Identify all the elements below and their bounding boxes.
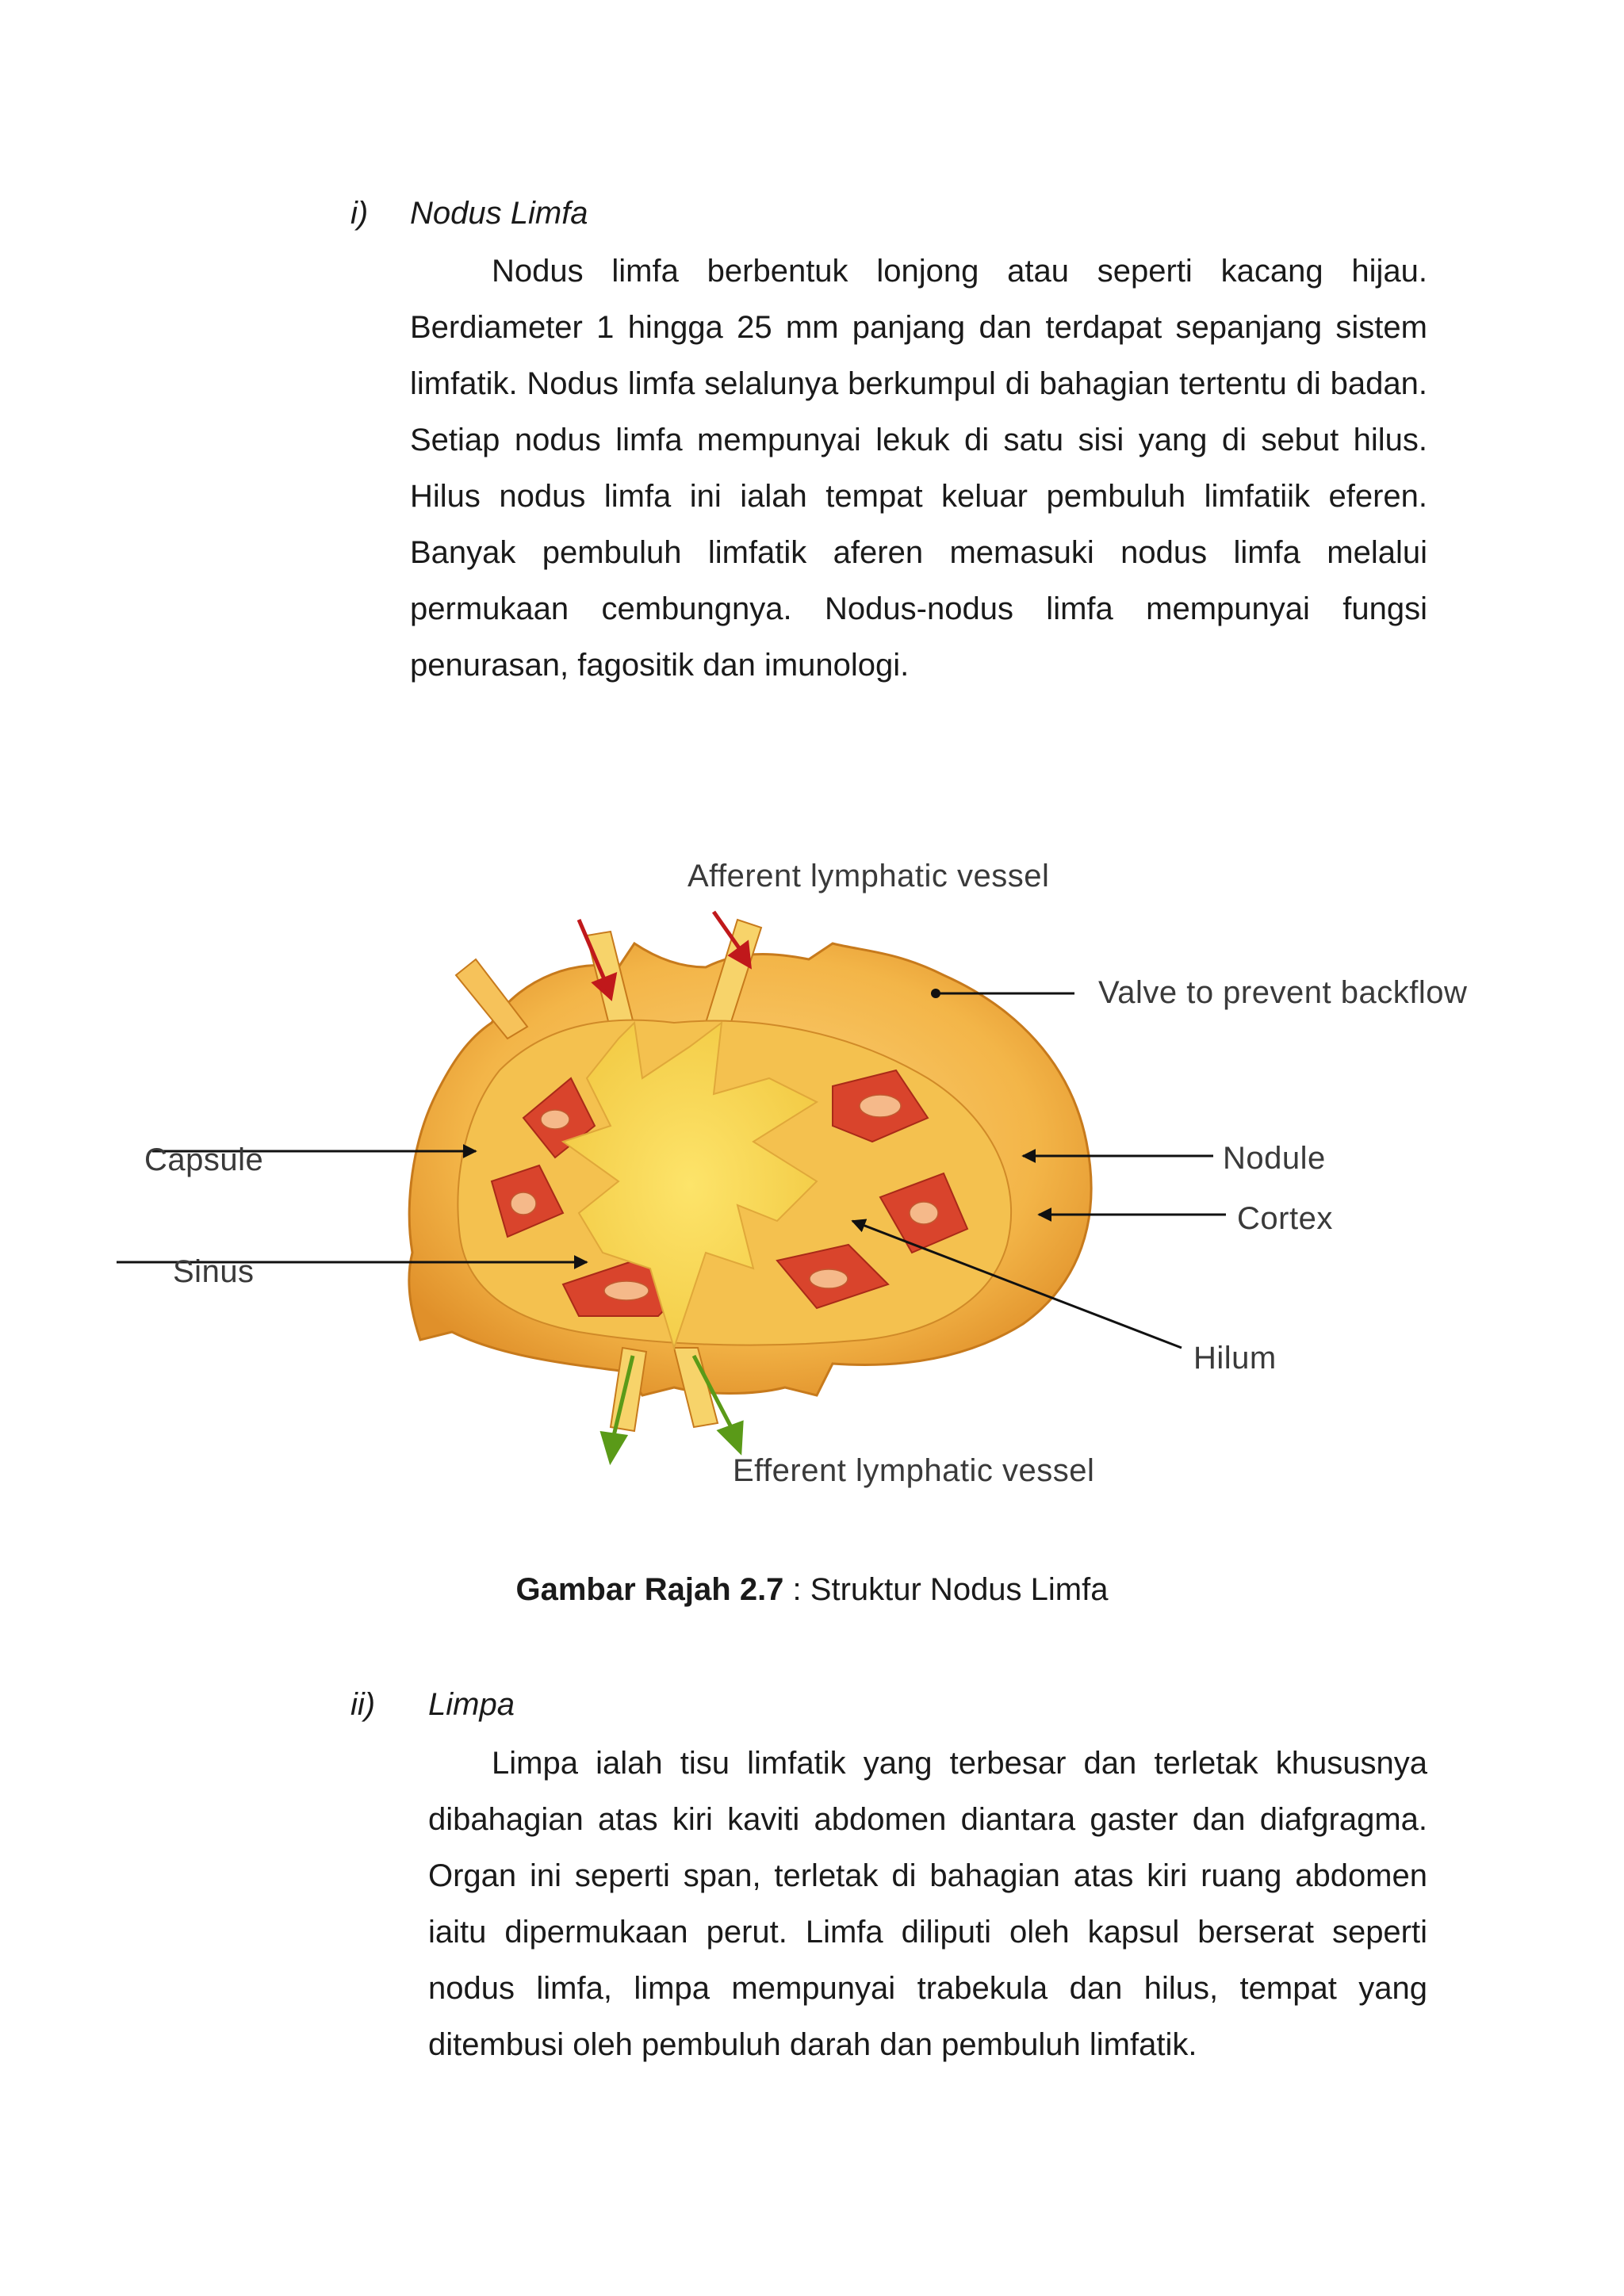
figure-caption <box>0 1572 1624 1608</box>
caption-text: : Struktur Nodus Limfa <box>783 1572 1109 1607</box>
label-cortex: Cortex <box>1237 1201 1333 1236</box>
caption-label: Gambar Rajah 2.7 <box>515 1572 784 1607</box>
label-capsule: Capsule <box>144 1142 264 1177</box>
section-paragraph: Nodus limfa berbentuk lonjong atau seperti kacang hijau. Berdiameter 1 hingga 25 mm panjang dan terdapat sepanjang sistem limfatik. Nodus limfa selalunya berkumpul di bahagian tertentu di badan. Setiap nodus limfa mempunyai lekuk di satu sisi yang di sebut hilus. Hilus nodus limfa ini ialah tempat keluar pembuluh limfatiik eferen. Banyak pembuluh limfatik aferen memasuki nodus limfa melalui permukaan cembungnya. Nodus-nodus limfa mempunyai fungsi penurasan, fagositik dan imunologi. <box>410 254 1427 683</box>
label-afferent: Afferent lymphatic vessel <box>688 859 1050 894</box>
section-title: Limpa <box>428 1687 515 1722</box>
section-title: Nodus Limfa <box>410 196 588 231</box>
label-hilum: Hilum <box>1193 1341 1277 1376</box>
lymph-node-diagram <box>144 840 1468 1522</box>
label-nodule: Nodule <box>1223 1141 1326 1176</box>
label-efferent: Efferent lymphatic vessel <box>733 1453 1095 1488</box>
label-sinus: Sinus <box>173 1254 255 1289</box>
label-valve: Valve to prevent backflow <box>1098 975 1468 1010</box>
valve-point <box>931 989 940 998</box>
section-number: i) <box>350 196 369 231</box>
section-number: ii) <box>350 1687 376 1722</box>
section-paragraph: Limpa ialah tisu limfatik yang terbesar dan terletak khususnya dibahagian atas kiri kaviti abdomen diantara gaster dan diafgragma. Organ ini seperti span, terletak di bahagian atas kiri ruang abdomen iaitu dipermukaan perut. Limfa diliputi oleh kapsul berserat seperti nodus limfa, limpa mempunyai trabekula dan hilus, tempat yang ditembusi oleh pembuluh darah dan pembuluh limfatik. <box>428 1746 1427 2062</box>
